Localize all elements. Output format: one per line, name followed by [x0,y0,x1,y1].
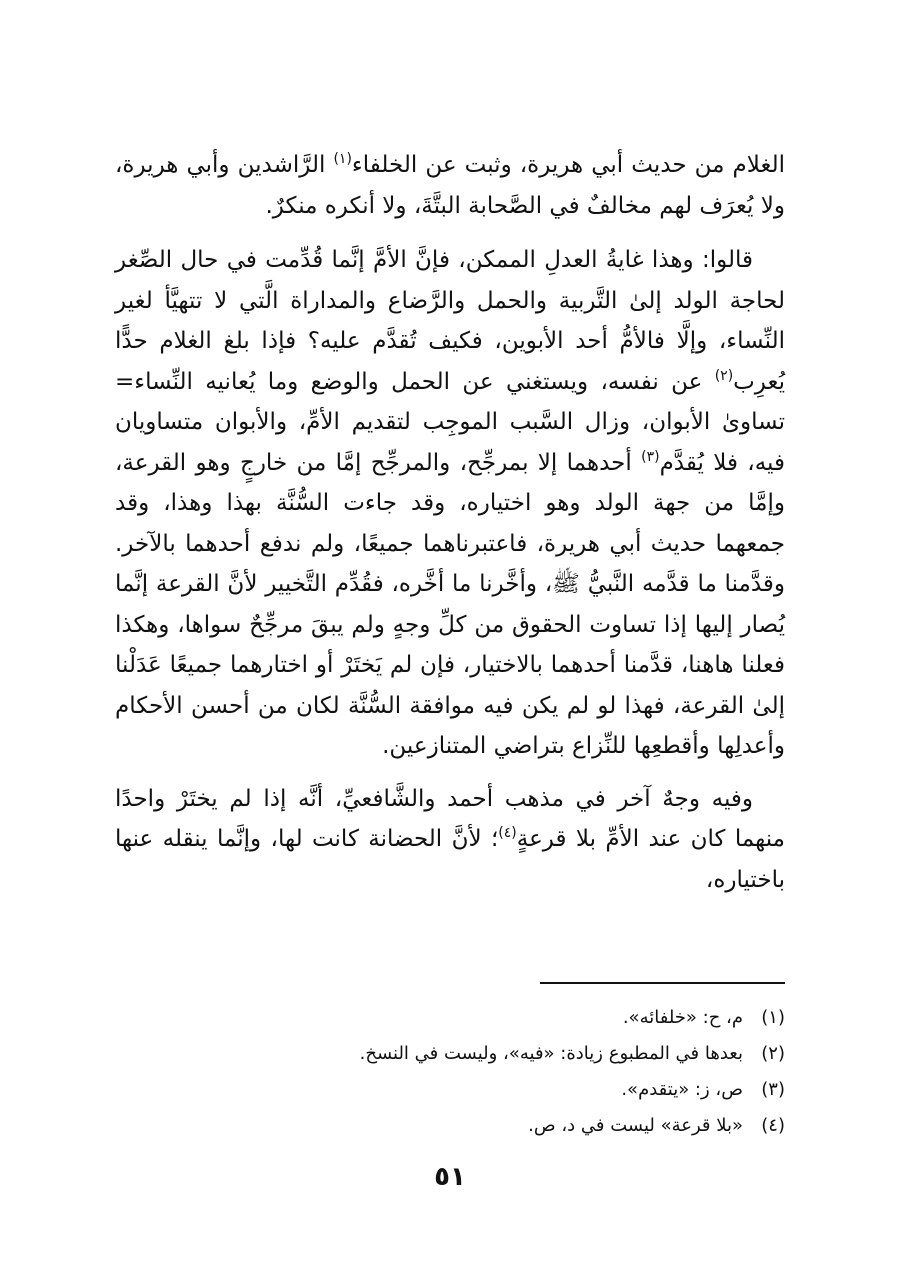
text-segment: ؛ لأنَّ الحضانة كانت لها، وإنَّما ينقله عنها باختياره، [115,826,785,893]
body-text [115,145,785,900]
footnote-number: (٤) [761,1115,785,1136]
footnote-number: (٣) [761,1079,785,1100]
page-number: ٥١ [434,1162,466,1192]
text-segment: الغلام من حديث أبي هريرة، وثبت عن الخلفاء [351,152,786,178]
paragraph-3 [115,779,785,901]
text-segment: قالوا: وهذا غايةُ العدلِ الممكن، فإنَّ الأمَّ إنَّما قُدِّمت في حال الصِّغر لحاجة الولد إلىٰ التَّربية والحمل والرَّضاع والمداراة الَّتي لا تتهيَّأ لغير النِّساء، وإلَّا فالأمُّ أحد الأبوين، فكيف تُقدَّم عليه؟ فإذا بلغ الغلام حدًّا يُعرِب [115,247,785,395]
footnote-marker: (٤) [498,825,517,841]
paragraph-1 [115,145,785,226]
footnote-1 [115,1000,785,1036]
footnote-3 [115,1072,785,1108]
footnote-4 [115,1108,785,1144]
footnote-marker: (٣) [641,448,660,465]
footnote-text: «بلا قرعة» ليست في د، ص. [528,1115,743,1136]
text-segment: الرَّاشدين وأبي هريرة، ولا يُعرَف لهم مخالفٌ في الصَّحابة البتَّةَ، ولا أنكره منكرٌ. [115,152,785,219]
text-segment: وفيه وجهٌ آخر في مذهب أحمد والشَّافعيِّ، أنَّه إذا لم يختَرْ واحدًا منهما كان عند الأمِّ بلا قرعةٍ [115,785,786,852]
footnote-text: م، ح: «خلفائه». [622,1007,743,1028]
footnotes [115,1000,785,1144]
footnote-number: (١) [761,1007,785,1028]
footnote-text: ص، ز: «يتقدم». [621,1079,743,1100]
footnote-marker: (٢) [714,367,734,384]
footnote-marker: (١) [333,151,352,167]
text-segment: أحدهما إلا بمرجِّح، والمرجِّح إمَّا من خارجٍ وهو القرعة، وإمَّا من جهة الولد وهو اختياره، وقد جاءت السُّنَّة بهذا وهذا، وقد جمعهما حديث أبي هريرة، فاعتبرناهما جميعًا، ولم ندفع أحدهما بالآخر. وقدَّمنا ما قدَّمه النَّبيُّ ﷺ، وأخَّرنا ما أخَّره، فقُدِّم التَّخيير لأنَّ القرعة إنَّما يُصار إليها إذا تساوت الحقوق من كلِّ وجهٍ ولم يبقَ مرجِّحٌ سواها، وهكذا فعلنا هاهنا، قدَّمنا أحدهما بالاختيار، فإن لم يَختَرْ أو اختارهما جميعًا عَدَلْنا إلىٰ القرعة، فهذا لو لم يكن فيه موافقة السُّنَّة لكان من أحسن الأحكام وأعدلِها وأقطعِها للنِّزاع بتراضي المتنازعين. [115,449,785,759]
text-segment: عن نفسه، ويستغني عن الحمل والوضع وما يُعانيه النِّساء= تساوىٰ الأبوان، وزال السَّبب الموجِب لتقديم الأمِّ، والأبوان متساويان فيه، فلا يُقدَّم [115,368,785,476]
footnote-2 [115,1036,785,1072]
paragraph-2 [115,240,785,767]
footnote-text: بعدها في المطبوع زيادة: «فيه»، وليست في النسخ. [359,1043,743,1064]
footnote-number: (٢) [761,1043,785,1064]
footnote-separator [540,982,785,984]
